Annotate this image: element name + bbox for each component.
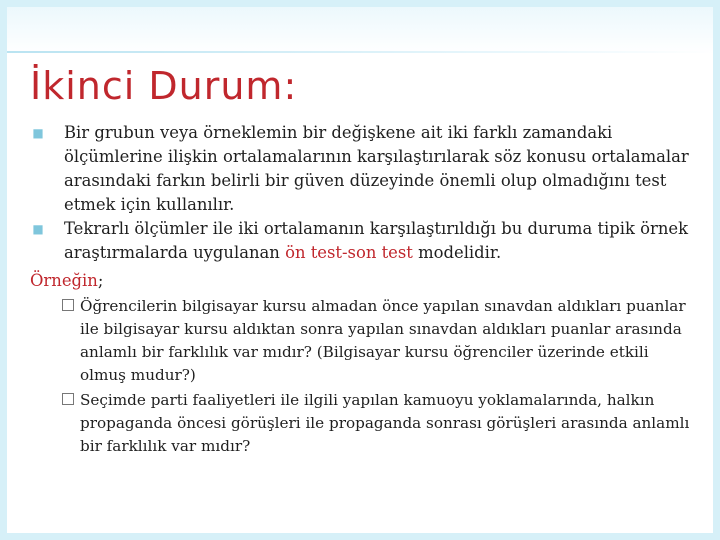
bullet-paragraph-2 [30, 217, 695, 265]
example-text-2: Seçimde parti faaliyetleri ile ilgili yapılan kamuoyu yoklamalarında, halkın propaganda öncesi görüşleri ile propaganda sonrası görüşleri arasında anlamlı bir farklılık var mıdır? [80, 391, 690, 455]
bullet-text-2-after: modelidir. [412, 243, 502, 262]
square-bullet-icon: ■ [32, 126, 44, 140]
checkbox-bullet-icon [62, 393, 74, 405]
example-text-1: Öğrencilerin bilgisayar kursu almadan önce yapılan sınavdan aldıkları puanlar ile bilgisayar kursu aldıktan sonra yapılan sınavdan aldıkları puanlar arasında anlamlı bir farklılık var mıdır? (Bilgisayar kursu öğrenciler üzerinde etkili olmuş mudur?) [80, 297, 686, 384]
example-item-2 [30, 389, 695, 458]
example-heading [30, 269, 695, 293]
checkbox-bullet-icon [62, 299, 74, 311]
example-item-1 [30, 295, 695, 387]
example-punct: ; [97, 271, 104, 290]
example-label: Örneğin [30, 271, 98, 290]
slide-content [30, 121, 695, 458]
bullet-text-2-before: Tekrarlı ölçümler ile iki ortalamanın karşılaştırıldığı bu duruma tipik örnek araştırmalarda uygulanan [64, 219, 689, 262]
bullet-text-1: Bir grubun veya örneklemin bir değişkene ait iki farklı zamandaki ölçümlerine ilişkin ortalamalarının karşılaştırılarak söz konusu ortalamalar arasındaki farkın belirli bir güven düzeyinde önemli olup olmadığını test etmek için kullanılır. [64, 123, 689, 214]
square-bullet-icon: ■ [32, 222, 44, 236]
bullet-paragraph-1 [30, 121, 695, 217]
slide-title: İkinci Durum: [30, 64, 298, 108]
highlight-text: ön test-son test [285, 243, 413, 262]
